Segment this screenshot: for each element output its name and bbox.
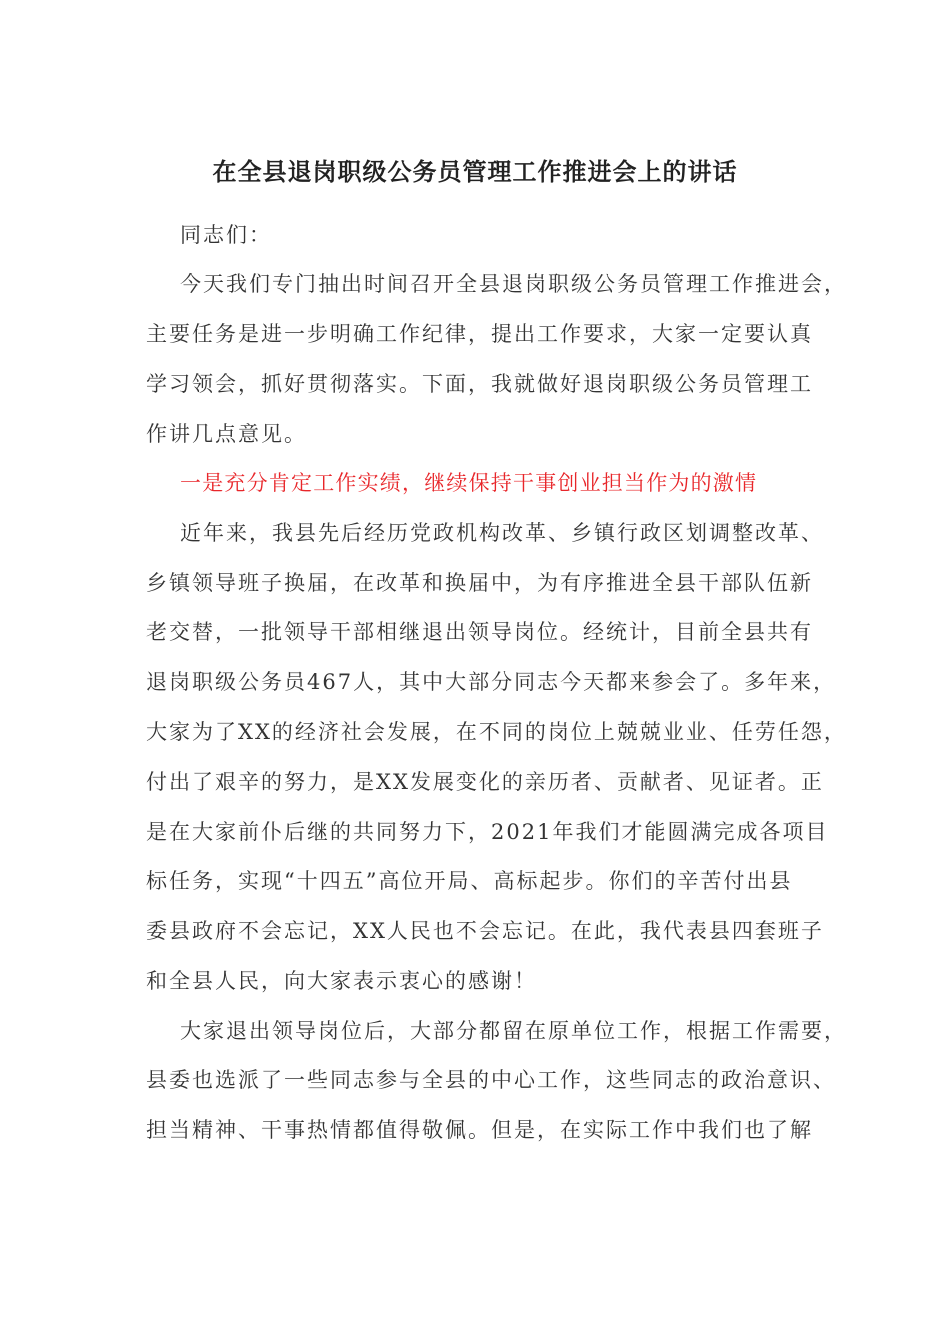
text-line: 是在大家前仆后继的共同努力下，2021年我们才能圆满完成各项目 (146, 820, 829, 844)
text-line: 大家退出领导岗位后，大部分都留在原单位工作，根据工作需要， (180, 1019, 847, 1043)
text-line: 今天我们专门抽出时间召开全县退岗职级公务员管理工作推进会， (180, 272, 847, 296)
document-title: 在全县退岗职级公务员管理工作推进会上的讲话 (212, 158, 738, 186)
salutation: 同志们： (180, 223, 272, 247)
text-line: 学习领会，抓好贯彻落实。下面，我就做好退岗职级公务员管理工 (146, 372, 813, 396)
text-line: 乡镇领导班子换届，在改革和换届中，为有序推进全县干部队伍新 (146, 571, 813, 595)
text-line: 退岗职级公务员467人，其中大部分同志今天都来参会了。多年来， (146, 670, 837, 694)
text-line: 委县政府不会忘记，XX人民也不会忘记。在此，我代表县四套班子 (146, 919, 824, 943)
text-line: 主要任务是进一步明确工作纪律，提出工作要求，大家一定要认真 (146, 322, 813, 346)
text-line: 作讲几点意见。 (146, 422, 307, 446)
section-heading: 一是充分肯定工作实绩，继续保持干事创业担当作为的激情 (180, 471, 758, 495)
text-line: 近年来，我县先后经历党政机构改革、乡镇行政区划调整改革、 (180, 521, 824, 545)
text-line: 大家为了XX的经济社会发展，在不同的岗位上兢兢业业、任劳任怨， (146, 720, 847, 744)
text-line: 县委也选派了一些同志参与全县的中心工作，这些同志的政治意识、 (146, 1068, 836, 1092)
text-line: 标任务，实现“十四五”高位开局、高标起步。你们的辛苦付出县 (146, 869, 793, 893)
text-line: 老交替，一批领导干部相继退出领导岗位。经统计，目前全县共有 (146, 620, 813, 644)
text-line: 付出了艰辛的努力，是XX发展变化的亲历者、贡献者、见证者。正 (146, 770, 824, 794)
text-line: 担当精神、干事热情都值得敬佩。但是，在实际工作中我们也了解 (146, 1118, 813, 1142)
text-line: 和全县人民，向大家表示衷心的感谢！ (146, 969, 537, 993)
